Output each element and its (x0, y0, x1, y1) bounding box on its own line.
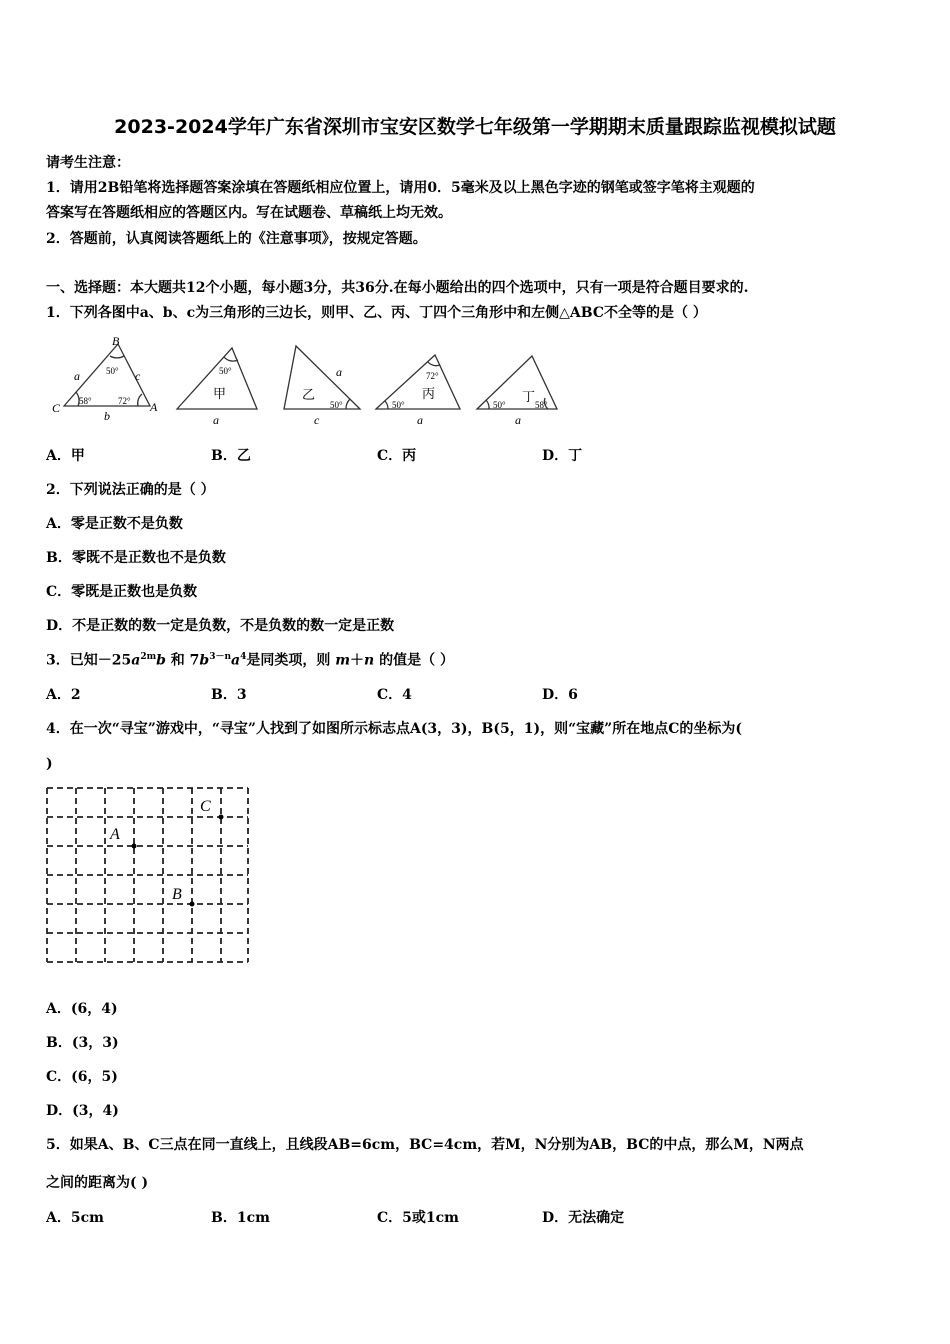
q5-option-d[interactable]: D．无法确定 (542, 1210, 625, 1226)
angle-50-jia: 50° (219, 366, 232, 376)
notice-item-2: 2．答题前，认真阅读答题纸上的《注意事项》，按规定答题。 (46, 231, 427, 247)
label-b: b (104, 409, 110, 423)
point-a (132, 844, 137, 849)
angle-50-abc: 50° (106, 366, 119, 376)
q3-option-d[interactable]: D．6 (542, 687, 578, 703)
q4-stem-end: ) (46, 756, 53, 772)
point-b (190, 902, 195, 907)
q3-var-b2: b (199, 652, 210, 669)
q3-var-m: m (330, 652, 351, 669)
label-jia-a: a (213, 413, 219, 427)
q1-option-a[interactable]: A．甲 (46, 448, 85, 464)
q2-stem: 2．下列说法正确的是（ ） (46, 482, 215, 498)
q3-var-a: a (131, 652, 141, 669)
q3-var-b: b (156, 652, 166, 669)
label-ding-a: a (515, 413, 521, 427)
q1-option-c[interactable]: C．丙 (377, 448, 417, 464)
q4-stem: 4．在一次“寻宝”游戏中，“寻宝”人找到了如图所示标志点A(3，3)，B(5，1)，则“宝藏”所在地点C的坐标为( (46, 721, 742, 737)
notice-heading: 请考生注意： (46, 155, 130, 171)
label-yi-c: c (314, 413, 320, 427)
point-c (219, 815, 224, 820)
q3-exp-3n: 3－n (209, 652, 232, 662)
q5-option-c[interactable]: C．5或1cm (377, 1210, 459, 1226)
label-jia: 甲 (213, 386, 227, 401)
q2-option-c[interactable]: C．零既是正数也是负数 (46, 584, 198, 600)
label-a: a (74, 369, 80, 383)
q4-option-c[interactable]: C．(6，5) (46, 1069, 118, 1085)
grid-label-c: C (200, 798, 211, 815)
q3-pre: 3．已知－25 (46, 652, 132, 669)
q4-option-a[interactable]: A．(6，4) (46, 1001, 118, 1017)
triangle-yi (284, 346, 360, 409)
q3-tail: 的值是（ ） (374, 652, 454, 669)
q5-option-a[interactable]: A．5cm (46, 1210, 104, 1226)
angle-58-abc: 58° (79, 396, 92, 406)
label-C: C (52, 401, 61, 415)
grid-label-a: A (110, 826, 120, 843)
q3-option-b[interactable]: B．3 (211, 687, 247, 703)
triangle-bing (376, 355, 460, 409)
q5-stem-a: 5．如果A、B、C三点在同一直线上，且线段AB=6cm，BC=4cm，若M，N分别为AB，BC的中点，那么M，N两点 (46, 1137, 804, 1153)
q4-option-d[interactable]: D．(3，4) (46, 1103, 119, 1119)
q3-option-c[interactable]: C．4 (377, 687, 412, 703)
angle-72-bing: 72° (426, 371, 439, 381)
q3-exp-2m: 2m (140, 652, 157, 662)
q3-stem (46, 649, 454, 670)
angle-50-yi: 50° (330, 400, 343, 410)
angle-50-ding: 50° (493, 400, 506, 410)
q3-post: 是同类项，则 (246, 652, 331, 669)
q1-triangles-figure (46, 332, 586, 432)
q5-option-b[interactable]: B．1cm (211, 1210, 270, 1226)
angle-58-ding: 58° (535, 400, 548, 410)
q3-exp-4: 4 (240, 652, 247, 662)
q4-grid-figure (44, 785, 254, 967)
q3-mid: 和 7 (165, 652, 200, 669)
label-yi-a: a (336, 365, 342, 379)
label-bing: 丙 (422, 386, 436, 401)
q3-plus: ＋ (350, 652, 365, 669)
q2-option-a[interactable]: A．零是正数不是负数 (46, 516, 183, 532)
angle-72-abc: 72° (118, 396, 131, 406)
notice-item-1b: 答案写在答题纸相应的答题区内。写在试题卷、草稿纸上均无效。 (46, 205, 452, 221)
q1-stem: 1．下列各图中a、b、c为三角形的三边长，则甲、乙、丙、丁四个三角形中和左侧△ABC不全等的是（ ） (46, 305, 707, 321)
label-A: A (150, 400, 158, 414)
q3-var-n: n (364, 652, 375, 669)
grid-label-b: B (172, 886, 182, 903)
label-c: c (135, 369, 141, 383)
section-heading: 一、选择题：本大题共12个小题，每小题3分，共36分.在每小题给出的四个选项中，只有一项是符合题目要求的. (46, 280, 749, 296)
label-bing-a: a (417, 413, 423, 427)
notice-item-1a: 1．请用2B铅笔将选择题答案涂填在答题纸相应位置上，请用0．5毫米及以上黑色字迹的钢笔或签字笔将主观题的 (46, 180, 755, 196)
q1-option-b[interactable]: B．乙 (211, 448, 251, 464)
q5-stem-b: 之间的距离为( ) (46, 1175, 149, 1191)
q2-option-b[interactable]: B．零既不是正数也不是负数 (46, 550, 226, 566)
q2-option-d[interactable]: D．不是正数的数一定是负数，不是负数的数一定是正数 (46, 618, 395, 634)
page-title: 2023-2024学年广东省深圳市宝安区数学七年级第一学期期末质量跟踪监视模拟试题 (114, 116, 836, 138)
angle-50-bing: 50° (392, 400, 405, 410)
q4-option-b[interactable]: B．(3，3) (46, 1035, 119, 1051)
label-yi: 乙 (302, 387, 316, 402)
q3-var-a2: a (231, 652, 241, 669)
label-ding: 丁 (522, 389, 536, 404)
q3-option-a[interactable]: A．2 (46, 687, 81, 703)
label-B: B (112, 334, 120, 348)
q1-option-d[interactable]: D．丁 (542, 448, 583, 464)
